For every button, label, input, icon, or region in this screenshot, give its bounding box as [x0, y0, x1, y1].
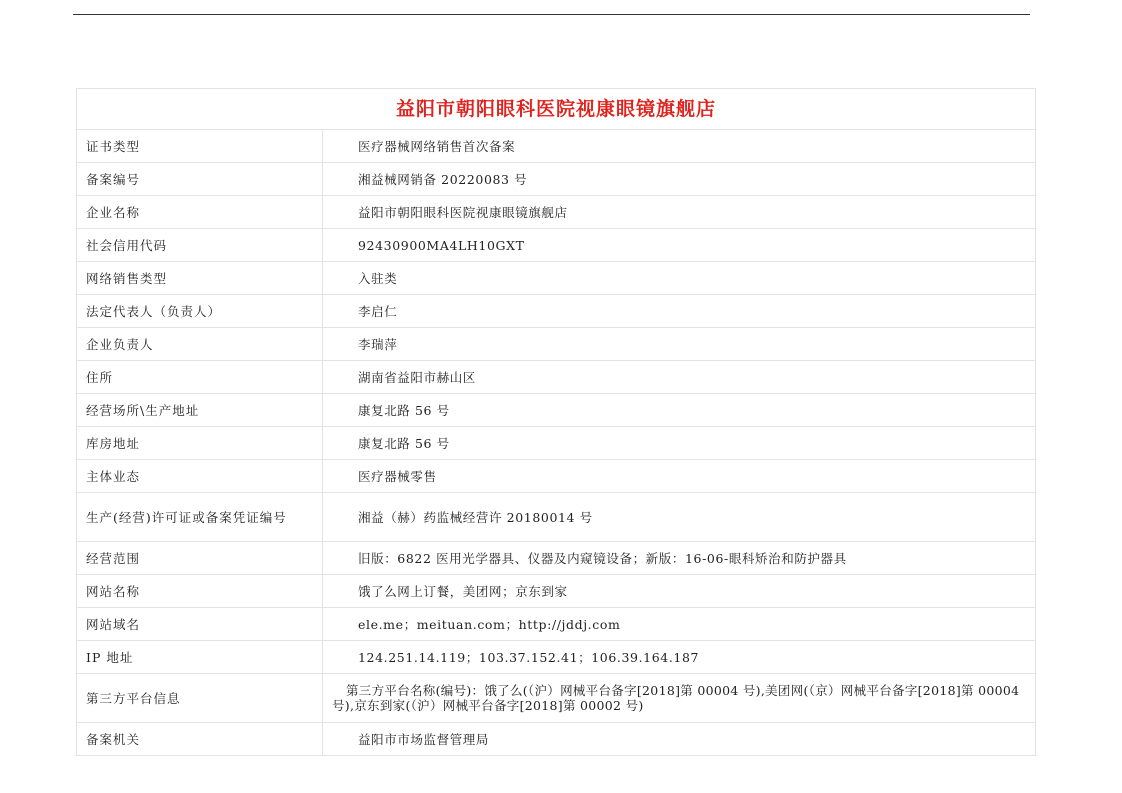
filing-table — [76, 88, 1036, 756]
table-row — [77, 361, 1036, 394]
field-label: 备案编号 — [77, 163, 323, 196]
top-rule — [73, 14, 1030, 15]
table-row — [77, 394, 1036, 427]
table-row — [77, 674, 1036, 723]
table-row — [77, 723, 1036, 756]
table-row — [77, 641, 1036, 674]
field-value: 益阳市朝阳眼科医院视康眼镜旗舰店 — [323, 196, 1036, 229]
field-value: 康复北路 56 号 — [323, 394, 1036, 427]
field-label: 住所 — [77, 361, 323, 394]
field-label: 证书类型 — [77, 130, 323, 163]
field-value: 饿了么网上订餐，美团网；京东到家 — [323, 575, 1036, 608]
field-label: 生产(经营)许可证或备案凭证编号 — [77, 493, 323, 542]
table-row — [77, 608, 1036, 641]
field-value: 医疗器械网络销售首次备案 — [323, 130, 1036, 163]
field-value: 李启仁 — [323, 295, 1036, 328]
field-label: 企业名称 — [77, 196, 323, 229]
field-label: 经营场所\生产地址 — [77, 394, 323, 427]
table-row — [77, 229, 1036, 262]
field-value: ele.me；meituan.com；http://jddj.com — [323, 608, 1036, 641]
document-title: 益阳市朝阳眼科医院视康眼镜旗舰店 — [77, 89, 1036, 130]
field-label: 经营范围 — [77, 542, 323, 575]
table-row — [77, 328, 1036, 361]
field-value: 湘益（赫）药监械经营许 20180014 号 — [323, 493, 1036, 542]
field-label: 网站域名 — [77, 608, 323, 641]
title-row — [77, 89, 1036, 130]
table-row — [77, 427, 1036, 460]
table-row — [77, 262, 1036, 295]
field-value: 康复北路 56 号 — [323, 427, 1036, 460]
field-label: 主体业态 — [77, 460, 323, 493]
table-row — [77, 295, 1036, 328]
field-value: 入驻类 — [323, 262, 1036, 295]
field-label: 企业负责人 — [77, 328, 323, 361]
table-row — [77, 460, 1036, 493]
field-value: 医疗器械零售 — [323, 460, 1036, 493]
field-label: 网络销售类型 — [77, 262, 323, 295]
field-value: 124.251.14.119；103.37.152.41；106.39.164.187 — [323, 641, 1036, 674]
field-value: 旧版：6822 医用光学器具、仪器及内窥镜设备；新版：16-06-眼科矫治和防护器具 — [323, 542, 1036, 575]
table-row — [77, 130, 1036, 163]
field-value: 李瑞萍 — [323, 328, 1036, 361]
field-label: 库房地址 — [77, 427, 323, 460]
table-row — [77, 542, 1036, 575]
field-value: 湖南省益阳市赫山区 — [323, 361, 1036, 394]
table-row — [77, 575, 1036, 608]
field-value: 益阳市市场监督管理局 — [323, 723, 1036, 756]
table-row — [77, 163, 1036, 196]
field-value: 92430900MA4LH10GXT — [323, 229, 1036, 262]
table-row — [77, 196, 1036, 229]
field-label: 法定代表人（负责人） — [77, 295, 323, 328]
field-value: 第三方平台名称(编号)：饿了么(（沪）网械平台备字[2018]第 00004 号),美团网(（京）网械平台备字[2018]第 00004 号),京东到家(（沪）网械平台备字[2018]第 00002 号) — [323, 674, 1036, 723]
field-label: 社会信用代码 — [77, 229, 323, 262]
field-label: 第三方平台信息 — [77, 674, 323, 723]
field-value: 湘益械网销备 20220083 号 — [323, 163, 1036, 196]
field-label: 备案机关 — [77, 723, 323, 756]
field-label: 网站名称 — [77, 575, 323, 608]
table-row — [77, 493, 1036, 542]
field-label: IP 地址 — [77, 641, 323, 674]
